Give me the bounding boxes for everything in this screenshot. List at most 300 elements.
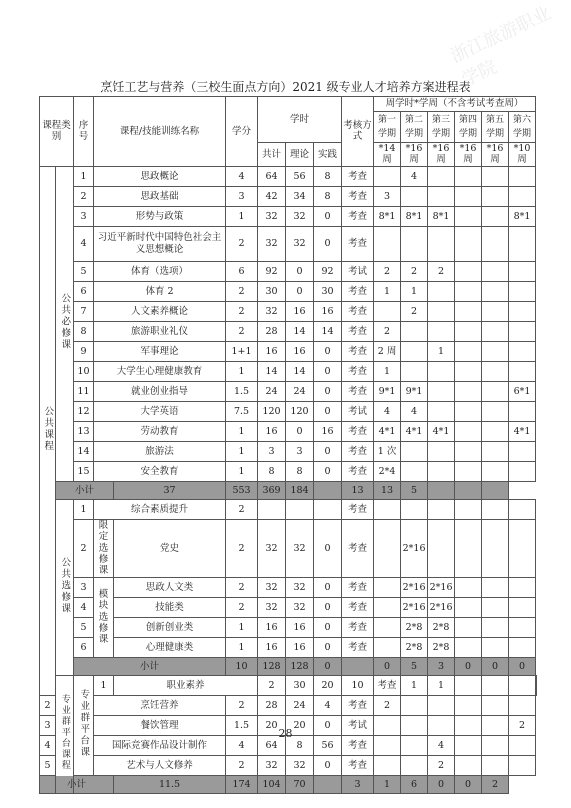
header-term-weeks-4: *16周	[455, 143, 482, 167]
cell: 4	[428, 735, 455, 755]
cell: 2	[226, 301, 258, 321]
cell	[401, 361, 428, 381]
cell: 32	[258, 577, 286, 597]
table-row	[40, 675, 537, 695]
header-hours: 学时	[258, 97, 342, 143]
cell-seq: 5	[40, 755, 56, 775]
header-term-2: 第二学期	[400, 112, 427, 142]
cell	[374, 166, 401, 186]
cell: 考查	[342, 577, 374, 597]
cell	[428, 281, 455, 301]
cell-course: 大学生心理健康教育	[94, 361, 226, 381]
cell: 2*8	[401, 617, 428, 637]
cell: 4*1	[428, 421, 455, 441]
subtotal-cell: 174	[226, 775, 258, 793]
subtotal-cell	[314, 481, 342, 499]
cell: 16	[258, 421, 286, 441]
page-number: 28	[278, 727, 293, 740]
cell	[509, 361, 536, 381]
table-row	[40, 361, 537, 381]
cell: 16	[258, 637, 286, 657]
cell: 32	[258, 226, 286, 261]
cell	[509, 597, 536, 617]
section-elective	[56, 499, 74, 675]
table-row	[40, 597, 537, 617]
cell	[428, 361, 455, 381]
vertical-label: 专业群平台课程	[59, 693, 70, 771]
cell-seq: 10	[74, 361, 94, 381]
cell: 14	[258, 361, 286, 381]
cell	[509, 637, 536, 657]
cell-course: 艺术与人文修养	[94, 755, 226, 775]
subtotal-cell	[342, 657, 374, 675]
subtotal-cell: 128	[258, 657, 286, 675]
cell: 考查	[342, 281, 374, 301]
cell: 考试	[342, 401, 374, 421]
cell	[509, 186, 536, 206]
vertical-label: 公共必修课	[59, 293, 71, 351]
cell: 14	[314, 321, 342, 341]
section-major-short	[74, 675, 94, 775]
header-term-weeks-3: *16周	[428, 143, 455, 167]
cell: 3	[226, 186, 258, 206]
cell: 8*1	[428, 206, 455, 226]
cell-seq: 5	[74, 617, 94, 637]
cell: 0	[314, 755, 342, 775]
cell: 2*4	[374, 461, 401, 481]
cell	[428, 401, 455, 421]
cell: 2*8	[428, 617, 455, 637]
table-row	[40, 775, 537, 793]
cell: 0	[314, 341, 342, 361]
cell: 1 次	[374, 441, 401, 461]
cell-course: 思政概论	[94, 166, 226, 186]
cell: 2	[226, 281, 258, 301]
cell: 14	[286, 321, 314, 341]
cell: 2	[401, 261, 428, 281]
cell: 2	[258, 675, 286, 695]
cell: 1	[428, 341, 455, 361]
vertical-label: 公共课程	[42, 406, 54, 453]
cell: 32	[258, 206, 286, 226]
cell: 0	[286, 281, 314, 301]
cell-course: 安全教育	[94, 461, 226, 481]
cell: 30	[314, 281, 342, 301]
cell	[455, 186, 482, 206]
cell: 0	[314, 381, 342, 401]
cell: 0	[314, 441, 342, 461]
subtotal-cell: 10	[226, 657, 258, 675]
table-row	[40, 166, 537, 186]
cell: 10	[342, 675, 374, 695]
header-weekly	[374, 97, 536, 143]
cell: 0	[314, 401, 342, 421]
subtotal-cell: 0	[509, 657, 536, 675]
cell: 64	[258, 166, 286, 186]
cell: 32	[286, 519, 314, 577]
cell: 7.5	[226, 401, 258, 421]
cell: 0	[314, 519, 342, 577]
table-row	[40, 657, 537, 675]
table-row	[40, 421, 537, 441]
cell	[428, 519, 455, 577]
cell	[482, 281, 509, 301]
cell	[482, 206, 509, 226]
cell-course: 技能类	[114, 597, 226, 617]
header-term-weeks-5: *16周	[482, 143, 509, 167]
cell	[428, 441, 455, 461]
subtotal-cell: 0	[374, 657, 401, 675]
table-row	[40, 441, 537, 461]
cell: 2*16	[428, 597, 455, 617]
cell: 6*1	[509, 381, 536, 401]
cell: 考查	[342, 499, 374, 519]
cell: 2	[226, 499, 258, 519]
header-term-weeks-6: *10周	[509, 143, 536, 167]
table-row	[40, 97, 537, 143]
cell: 2*16	[401, 597, 428, 617]
cell: 2	[226, 577, 258, 597]
cell	[455, 617, 482, 637]
cell	[482, 421, 509, 441]
cell-course: 思政基础	[94, 186, 226, 206]
cell: 考查	[342, 186, 374, 206]
cell	[482, 675, 509, 695]
cell	[482, 461, 509, 481]
cell: 24	[286, 695, 314, 715]
cell-seq: 4	[74, 597, 94, 617]
cell	[374, 597, 401, 617]
cell-seq: 11	[74, 381, 94, 401]
cell	[455, 226, 482, 261]
table-row	[40, 206, 537, 226]
cell	[455, 499, 482, 519]
subtotal-label: 小计	[74, 657, 226, 675]
subtotal-cell: 5	[401, 481, 428, 499]
cell	[455, 675, 482, 695]
table-row	[40, 281, 537, 301]
cell: 考查	[342, 381, 374, 401]
table-row	[40, 186, 537, 206]
cell: 20	[314, 675, 342, 695]
cell	[482, 381, 509, 401]
subtotal-cell: 13	[342, 481, 374, 499]
cell	[482, 597, 509, 617]
cell-course: 体育 2	[94, 281, 226, 301]
cell-seq: 1	[94, 675, 114, 695]
cell	[509, 401, 536, 421]
cell: 4	[401, 166, 428, 186]
table-row	[40, 401, 537, 421]
cell	[482, 401, 509, 421]
cell	[374, 577, 401, 597]
cell: 32	[286, 206, 314, 226]
cell: 0	[314, 226, 342, 261]
cell: 0	[314, 597, 342, 617]
cell	[509, 226, 536, 261]
cell: 16	[286, 341, 314, 361]
cell: 2	[226, 226, 258, 261]
cell-course: 就业创业指导	[94, 381, 226, 401]
cell	[455, 597, 482, 617]
cell: 8*1	[374, 206, 401, 226]
cell	[509, 441, 536, 461]
cell: 8*1	[509, 206, 536, 226]
cell	[428, 499, 455, 519]
cell	[482, 577, 509, 597]
cell-course: 心理健康类	[114, 637, 226, 657]
cell: 考查	[342, 735, 374, 755]
cell: 1.5	[226, 381, 258, 401]
cell: 16	[286, 637, 314, 657]
cell: 16	[258, 341, 286, 361]
cell	[455, 381, 482, 401]
cell-course: 思政人文类	[114, 577, 226, 597]
cell: 考查	[342, 341, 374, 361]
cell: 2*8	[428, 637, 455, 657]
cell: 16	[286, 617, 314, 637]
cell	[401, 695, 428, 715]
header-weekly-title: 周学时*学周（不含考试考查周）	[374, 97, 535, 112]
subtotal-cell: 0	[455, 657, 482, 675]
cell-course: 形势与政策	[94, 206, 226, 226]
cell	[509, 261, 536, 281]
subtotal-cell: 37	[114, 481, 226, 499]
cell: 14	[286, 361, 314, 381]
cell: 1.5	[226, 715, 258, 735]
cell: 考试	[342, 261, 374, 281]
cell: 2	[374, 261, 401, 281]
subtotal-cell: 3	[342, 775, 374, 793]
table-row	[40, 226, 537, 261]
cell: 2	[226, 755, 258, 775]
cell: 4	[226, 735, 258, 755]
header-term-6: 第六学期	[508, 112, 535, 142]
cell: 30	[286, 675, 314, 695]
subtotal-cell	[428, 481, 455, 499]
cell	[374, 637, 401, 657]
cell	[401, 341, 428, 361]
cell	[428, 226, 455, 261]
cell-course: 劳动教育	[94, 421, 226, 441]
cell: 24	[258, 381, 286, 401]
cell-course: 职业素养	[114, 675, 258, 695]
header-term-1: 第一学期	[378, 115, 397, 139]
cell: 9*1	[401, 381, 428, 401]
cell: 32	[258, 519, 286, 577]
cell	[536, 675, 537, 695]
cell: 4*1	[401, 421, 428, 441]
cell: 120	[286, 401, 314, 421]
cell	[401, 461, 428, 481]
table-row	[40, 341, 537, 361]
cell: 4*1	[509, 421, 536, 441]
cell: 56	[286, 166, 314, 186]
cell: 考查	[342, 441, 374, 461]
subtotal-cell: 2	[482, 775, 509, 793]
subtotal-cell: 70	[286, 775, 314, 793]
cell-seq: 4	[40, 735, 56, 755]
cell	[482, 637, 509, 657]
cell: 9*1	[374, 381, 401, 401]
cell-seq: 5	[74, 261, 94, 281]
cell	[482, 301, 509, 321]
cell-seq: 6	[74, 637, 94, 657]
cell	[482, 321, 509, 341]
cell: 0	[314, 577, 342, 597]
cell: 考查	[342, 637, 374, 657]
cell: 考查	[342, 421, 374, 441]
cell: 4	[314, 695, 342, 715]
cell-seq: 14	[74, 441, 94, 461]
cell: 1	[226, 421, 258, 441]
cell-seq: 3	[74, 577, 94, 597]
cell: 30	[258, 281, 286, 301]
cell	[455, 321, 482, 341]
cell	[455, 695, 482, 715]
cell	[428, 186, 455, 206]
header-practice: 实践	[314, 143, 342, 167]
cell	[374, 226, 401, 261]
cell: 1	[401, 675, 428, 695]
cell	[455, 577, 482, 597]
cell	[374, 755, 401, 775]
cell: 34	[286, 186, 314, 206]
cell	[509, 755, 536, 775]
subtotal-cell	[482, 481, 509, 499]
cell	[455, 361, 482, 381]
cell	[401, 499, 428, 519]
cell	[374, 499, 401, 519]
cell: 92	[314, 261, 342, 281]
cell: 32	[286, 755, 314, 775]
cell: 1	[428, 675, 455, 695]
cell	[509, 519, 536, 577]
cell: 考查	[342, 166, 374, 186]
cell: 考查	[342, 755, 374, 775]
cell	[428, 301, 455, 321]
cell	[482, 186, 509, 206]
cell: 考查	[342, 695, 374, 715]
cell-course: 旅游职业礼仪	[94, 321, 226, 341]
cell: 16	[258, 617, 286, 637]
cell: 2	[428, 755, 455, 775]
page-title: 烹饪工艺与营养（三校生面点方向）2021 级专业人才培养方案进程表	[100, 80, 471, 94]
subtotal-cell: 0	[455, 775, 482, 793]
subtotal-cell: 104	[258, 775, 286, 793]
cell-course: 体育（选项）	[94, 261, 226, 281]
cell: 42	[258, 186, 286, 206]
cell: 1	[374, 281, 401, 301]
cell-course: 旅游法	[94, 441, 226, 461]
cell	[401, 441, 428, 461]
cell	[258, 499, 286, 519]
header-total: 共计	[258, 143, 286, 167]
cell	[455, 261, 482, 281]
cell-course: 综合素质提升	[94, 499, 226, 519]
cell-course: 军事理论	[94, 341, 226, 361]
cell: 32	[286, 597, 314, 617]
cell: 0	[314, 461, 342, 481]
cell: 1	[401, 281, 428, 301]
cell: 8	[286, 735, 314, 755]
cell-seq: 2	[74, 186, 94, 206]
table-body	[40, 97, 537, 794]
cell: 8*1	[401, 206, 428, 226]
subtotal-cell: 184	[286, 481, 314, 499]
subtotal-cell: 5	[401, 657, 428, 675]
cell: 考查	[342, 617, 374, 637]
cell-seq: 3	[74, 206, 94, 226]
cell	[314, 499, 342, 519]
cell: 8	[314, 166, 342, 186]
cell-seq: 9	[74, 341, 94, 361]
subtotal-cell	[455, 481, 482, 499]
cell: 56	[314, 735, 342, 755]
cell: 考查	[374, 675, 401, 695]
cell: 28	[258, 321, 286, 341]
subtotal-label: 小计	[56, 481, 114, 499]
cell: 2*8	[401, 637, 428, 657]
header-term-weeks-2: *16周	[401, 143, 428, 167]
cell: 0	[314, 637, 342, 657]
cell: 6	[226, 261, 258, 281]
cell-seq: 1	[74, 499, 94, 519]
cell: 考查	[342, 206, 374, 226]
subtotal-cell: 11.5	[114, 775, 226, 793]
subtotal-label: 小计	[40, 775, 114, 793]
cell: 0	[286, 261, 314, 281]
cell: 16	[314, 421, 342, 441]
cell: 2	[226, 519, 258, 577]
cell: 4	[226, 166, 258, 186]
cell: 0	[314, 206, 342, 226]
cell-seq: 6	[74, 281, 94, 301]
cell: 24	[286, 381, 314, 401]
cell-seq: 2	[40, 695, 56, 715]
cell	[455, 166, 482, 186]
cell: 16	[314, 301, 342, 321]
header-credit: 学分	[226, 97, 258, 167]
cell-seq: 1	[74, 166, 94, 186]
subtotal-cell: 3	[428, 657, 455, 675]
cell-course: 国际竞赛作品设计制作	[94, 735, 226, 755]
cell: 20	[258, 715, 286, 735]
header-exam: 考核方式	[342, 97, 374, 167]
cell	[482, 361, 509, 381]
cell	[482, 166, 509, 186]
cell	[401, 755, 428, 775]
table-row	[40, 617, 537, 637]
cell: 120	[258, 401, 286, 421]
cell: 92	[258, 261, 286, 281]
cell: 2	[509, 715, 536, 735]
cell-seq: 2	[74, 519, 94, 577]
table-row	[40, 499, 537, 519]
cell	[428, 381, 455, 401]
table-row	[40, 755, 537, 775]
cell: 0	[286, 421, 314, 441]
cell	[455, 301, 482, 321]
section-public	[40, 166, 56, 695]
table-row	[40, 577, 537, 597]
cell: 2	[374, 321, 401, 341]
cell: 考查	[342, 301, 374, 321]
cell	[286, 499, 314, 519]
cell: 考查	[342, 461, 374, 481]
cell: 考查	[342, 519, 374, 577]
cell	[509, 301, 536, 321]
